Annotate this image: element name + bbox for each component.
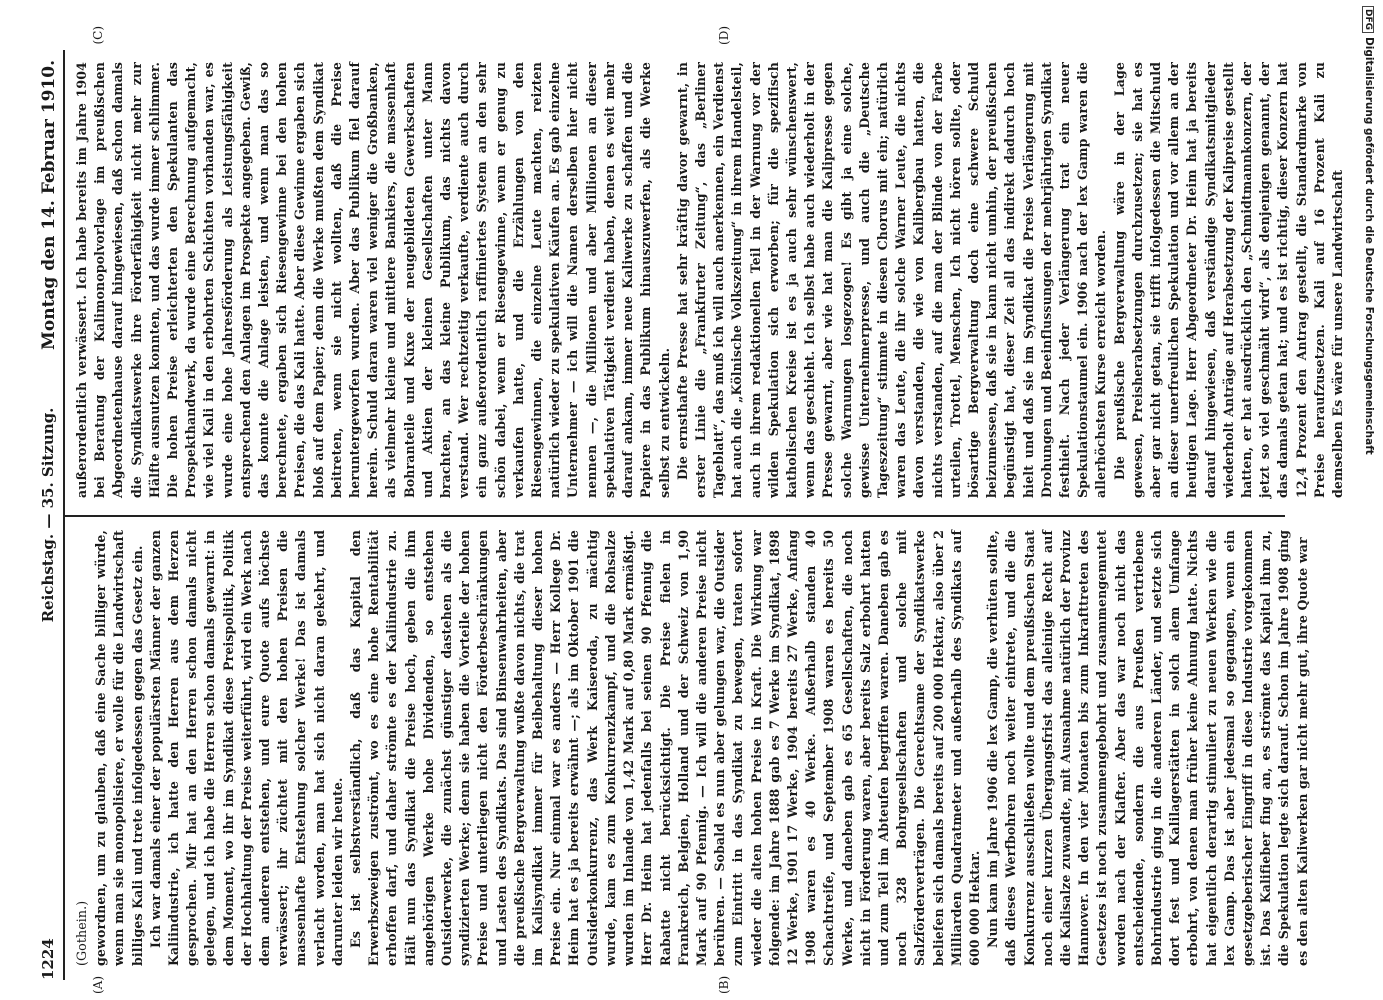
rotated-page — [35, 26, 1346, 994]
paragraph: Es ist selbstverständlich, daß das Kapital den Erwerbszweigen zuströmt, wo es eine hohe Rentabilität erhoffen darf, und daher strömte es der Kaliindustrie zu. Hält nun das Syndikat die Preise hoch, geben die ihm angehörigen Werke hohe Dividenden, so entstehen Outsiderwerke, die zunächst günstiger dastehen als die syndizierten Werke; denn sie haben die Vorteile der hohen Preise und unterliegen nicht den Förderbeschränkungen und Lasten des Syndikats. Das sind Binsenwahrheiten, aber die preußische Bergverwaltung wußte davon nichts, die trat im Kalisyndikat immer für Beibehaltung dieser hohen Preise ein. Nur einmal war es anders — Herr Kollege Dr. Heim hat es ja bereits erwähnt —; als im Oktober 1901 die Outsiderkonkurrenz, das Werk Kaiseroda, zu mächtig wurde, kam es zum Konkurrenzkampf, und die Rohsalze wurden im Inlande von 1,42 Mark auf 0,80 Mark ermäßigt. Herr Dr. Heim hat jedenfalls bei seinen 90 Pfennig die Rabatte nicht berücksichtigt. Die Preise fielen in Frankreich, Belgien, Holland und der Schweiz von 1,90 Mark auf 90 Pfennig. — Ich will die anderen Preise nicht berühren. — Sobald es nun aber gelungen war, die Outsider zum Eintritt in das Syndikat zu bewegen, traten sofort wieder die alten hohen Preise in Kraft. Die Wirkung war folgende: im Jahre 1888 gab es 7 Werke im Syndikat, 1898 12 Werke, 1901 17 Werke, 1904 bereits 27 Werke, Anfang 1908 waren es 40 Werke. Außerhalb standen 40 Schachtreife, und September 1908 waren es bereits 50 Werke, und daneben gab es 65 Gesellschaften, die noch nicht in Förderung waren, aber bereits Salz erbohrt hatten und zum Teil im Abteufen begriffen waren. Daneben gab es noch 328 Bohrgesellschaften und solche mit Salzförderverträgen. Die Gerechtsame der Syndikatswerke beliefen sich damals bereits auf 200 000 Hektar, also über 2 Milliarden Quadratmeter und außerhalb des Syndikats auf 600 000 Hektar. — [348, 530, 982, 966]
right-column — [73, 62, 1346, 498]
margin-mark-d: (D) — [717, 26, 731, 45]
page-header — [35, 50, 65, 980]
digitization-credit — [1363, 6, 1375, 686]
dfg-logo: DFG — [1362, 6, 1374, 33]
credit-text: Digitalisierung gefördert durch die Deutsche Forschungsgemeinschaft — [1363, 37, 1375, 455]
column-rule — [65, 515, 1285, 517]
margin-mark-b: (B) — [717, 975, 731, 994]
session-date: Montag den 14. Februar 1910. — [39, 60, 59, 350]
margin-mark-a: (A) — [91, 975, 105, 994]
paragraph: außerordentlich verwässert. Ich habe bereits im Jahre 1904 bei Beratung der Kalimonopolvorlage im preußischen Abgeordnetenhause darauf hingewiesen, daß schon damals die Syndikatswerke ihre Förderfähigkeit nicht mehr zur Hälfte ausnutzen konnten, und das wurde immer schlimmer. Die hohen Preise erleichterten den Spekulanten das Prospekthandwerk, da wurde eine Berechnung aufgemacht, wie viel Kali in den erbohrten Schichten vorhanden war, es wurde eine hohe Jahresförderung als Leistungsfähigkeit entsprechend den Anlagen im Prospekte angegeben. Gewiß, das konnte die Anlage leisten, und wenn man das so berechnete, ergaben sich Riesengewinne bei den hohen Preisen, die das Kali hatte. Aber diese Gewinne ergaben sich bloß auf dem Papier; denn die Werke mußten dem Syndikat beitreten, wenn sie nicht wollten, daß die Preise heruntergeworfen wurden. Aber das Publikum fiel darauf herein. Schuld daran waren viel weniger die Großbanken, als vielmehr kleine und mittlere Bankiers, die massenhaft Bohranteile und Kuxe der neugebildeten Gewerkschaften und Aktien der kleinen Gesellschaften unter Mann brachten, an das kleine Publikum, das nichts davon verstand. Wer rechtzeitig verkaufte, verdiente auch durch ein ganz außerordentlich raffiniertes System an den sehr schön dabei, wenn er Riesengewinne, wenn er genug zu verkaufen hatte, und die Erzählungen von den Riesengewinnen, die einzelne Leute machten, reizten natürlich wieder zu spekulativen Käufen an. Es gab einzelne Unternehmer — ich will die Namen derselben hier nicht nennen —, die Millionen und aber Millionen an dieser spekulativen Tätigkeit verdient haben, denen es weit mehr darauf ankam, immer neue Kaliwerke zu schaffen und die Papiere in das Publikum hinauszuwerfen, als die Werke selbst zu entwickeln. — [74, 62, 672, 498]
paragraph: Ich war damals einer der populärsten Männer der ganzen Kaliindustrie, ich hatte den Herren aus dem Herzen gesprochen. Mir hat an den Herren schon damals nicht gelegen, und ich habe die Herren schon damals gewarnt: in dem Moment, wo ihr im Syndikat diese Preispolitik, Politik der Hochhaltung der Preise weiterführt, wird ein Werk nach dem anderen entstehen, und eure Quote aufs höchste verwässert; ihr züchtet mit den hohen Preisen die massenhafte Entstehung solcher Werke! Das ist damals verlacht worden, man hat sich nicht daran gekehrt, und darunter leiden wir heute. — [147, 530, 345, 966]
paragraph: Die ernsthafte Presse hat sehr kräftig davor gewarnt, in erster Linie die „Frankfurter Zeitung“, das „Berliner Tageblatt“, das muß ich will auch anerkennen, ein Verdienst hat auch die „Kölnische Volkszeitung“ in ihrem Handelsteil, auch in ihrem redaktionellen Teil in der Warnung vor der wilden Spekulation sich erworben; für die spezifisch katholischen Kreise ist es ja auch sehr wünschenswert, wenn das geschieht. Ich selbst habe auch wiederholt in der Presse gewarnt, aber wie hat man die Kalipresse gegen solche Warnungen losgezogen! Es gibt ja eine solche, gewisse Unternehmerpresse, und auch die „Deutsche Tageszeitung“ stimmte in diesen Chorus mit ein; natürlich waren das Leute, die ihr solche Warner Leute, die nichts davon verstanden, die wie von Kalibergbau hatten, die nichts verstanden, auf die man der Blinde von der Farbe urteilen, Trottel, Menschen, Ich nicht hören sollte, oder bösartige Bergverwaltung doch eine schwere Schuld beizumessen, daß sie in kann nicht umhin, der preußischen begünstigt hat, dieser Zeit all das indirekt dadurch hoch hielt und daß sie im Syndikat die Preise Verlängerung mit Drohungen und Beeinflussungen der mehrjährigen Syndikat festhielt. Nach jeder Verlängerung trat ein neuer Spekulationstaumel ein. 1906 nach der lex Gamp waren die allerhöchsten Kurse erreicht worden. — [674, 62, 1109, 498]
paragraph: Nun kam im Jahre 1906 die lex Gamp, die verhüten sollte, daß dieses Werfbohren noch weiter eintrete, und die die Konkurrenz ausschließen wollte und dem preußischen Staat noch einer kurzen Übergangsfrist das alleinige Recht auf die Kalisalze zuwandte, mit Ausnahme natürlich der Provinz Hannover. In den vier Monaten bis zum Inkrafttreten des Gesetzes ist noch zusammengebohrt und zusammengemutet worden nach der Klafter. Aber das war noch nicht das entscheidende, sondern die aus Preußen vertriebene Bohrindustrie ging in die anderen Länder, und setzte sich dort fest und Kalilagerstätten in solch alem Umfange erbohrt, von denen man früher keine Ahnung hatte. Nichts hat eigentlich derartig stimuliert zu neuen Werken wie die lex Gamp. Das ist aber jedesmal so gegangen, wenn ein gesetzgeberischer Eingriff in diese Industrie vorgekommen ist. Das Kalifieber fing an, es strömte das Kapital ihm zu, die Spekulation legte sich darauf. Schon im Jahre 1908 ging es den alten Kaliwerken gar nicht mehr gut, ihre Quote war — [985, 530, 1310, 966]
left-column — [73, 530, 1310, 966]
margin-mark-c: (C) — [91, 26, 105, 45]
page-number: 1224 — [39, 938, 57, 980]
paragraph: gewordnen, um zu glauben, daß eine Sache billiger würde, wenn man sie monopolisiere, er wolle für die Landwirtschaft billiges Kali und trete infolgedessen gegen das Gesetz ein. — [93, 530, 145, 966]
paragraph: Die preußische Bergverwaltung wäre in der Lage gewesen, Preisherabsetzungen durchzusetzen; sie hat es aber gar nicht getan, sie trifft infolgedessen die Mitschuld an dieser unerfreulichen Spekulation und vor allem an der heutigen Lage. Herr Abgeordneter Dr. Heim hat ja bereits darauf hingewiesen, daß verständige Syndikatsmitglieder wiederholt Anträge auf Herabsetzung der Kalipreise gestellt hatten, er hat ausdrücklich den „Schmidtmannkonzern, der jetzt so viel geschmäht wird“, als denjenigen genannt, der das damals getan hat; und es ist richtig, dieser Konzern hat 12,4 Prozent den Antrag gestellt, die Standardmarke von Preise heraufzusetzen. Kali auf 16 Prozent Kali zu demselben Es wäre für unsere Landwirtschaft — [1111, 62, 1346, 498]
speaker-label: (Gothein.) — [74, 900, 89, 966]
session-title: Reichstag. — 35. Sitzung. — [39, 407, 57, 623]
